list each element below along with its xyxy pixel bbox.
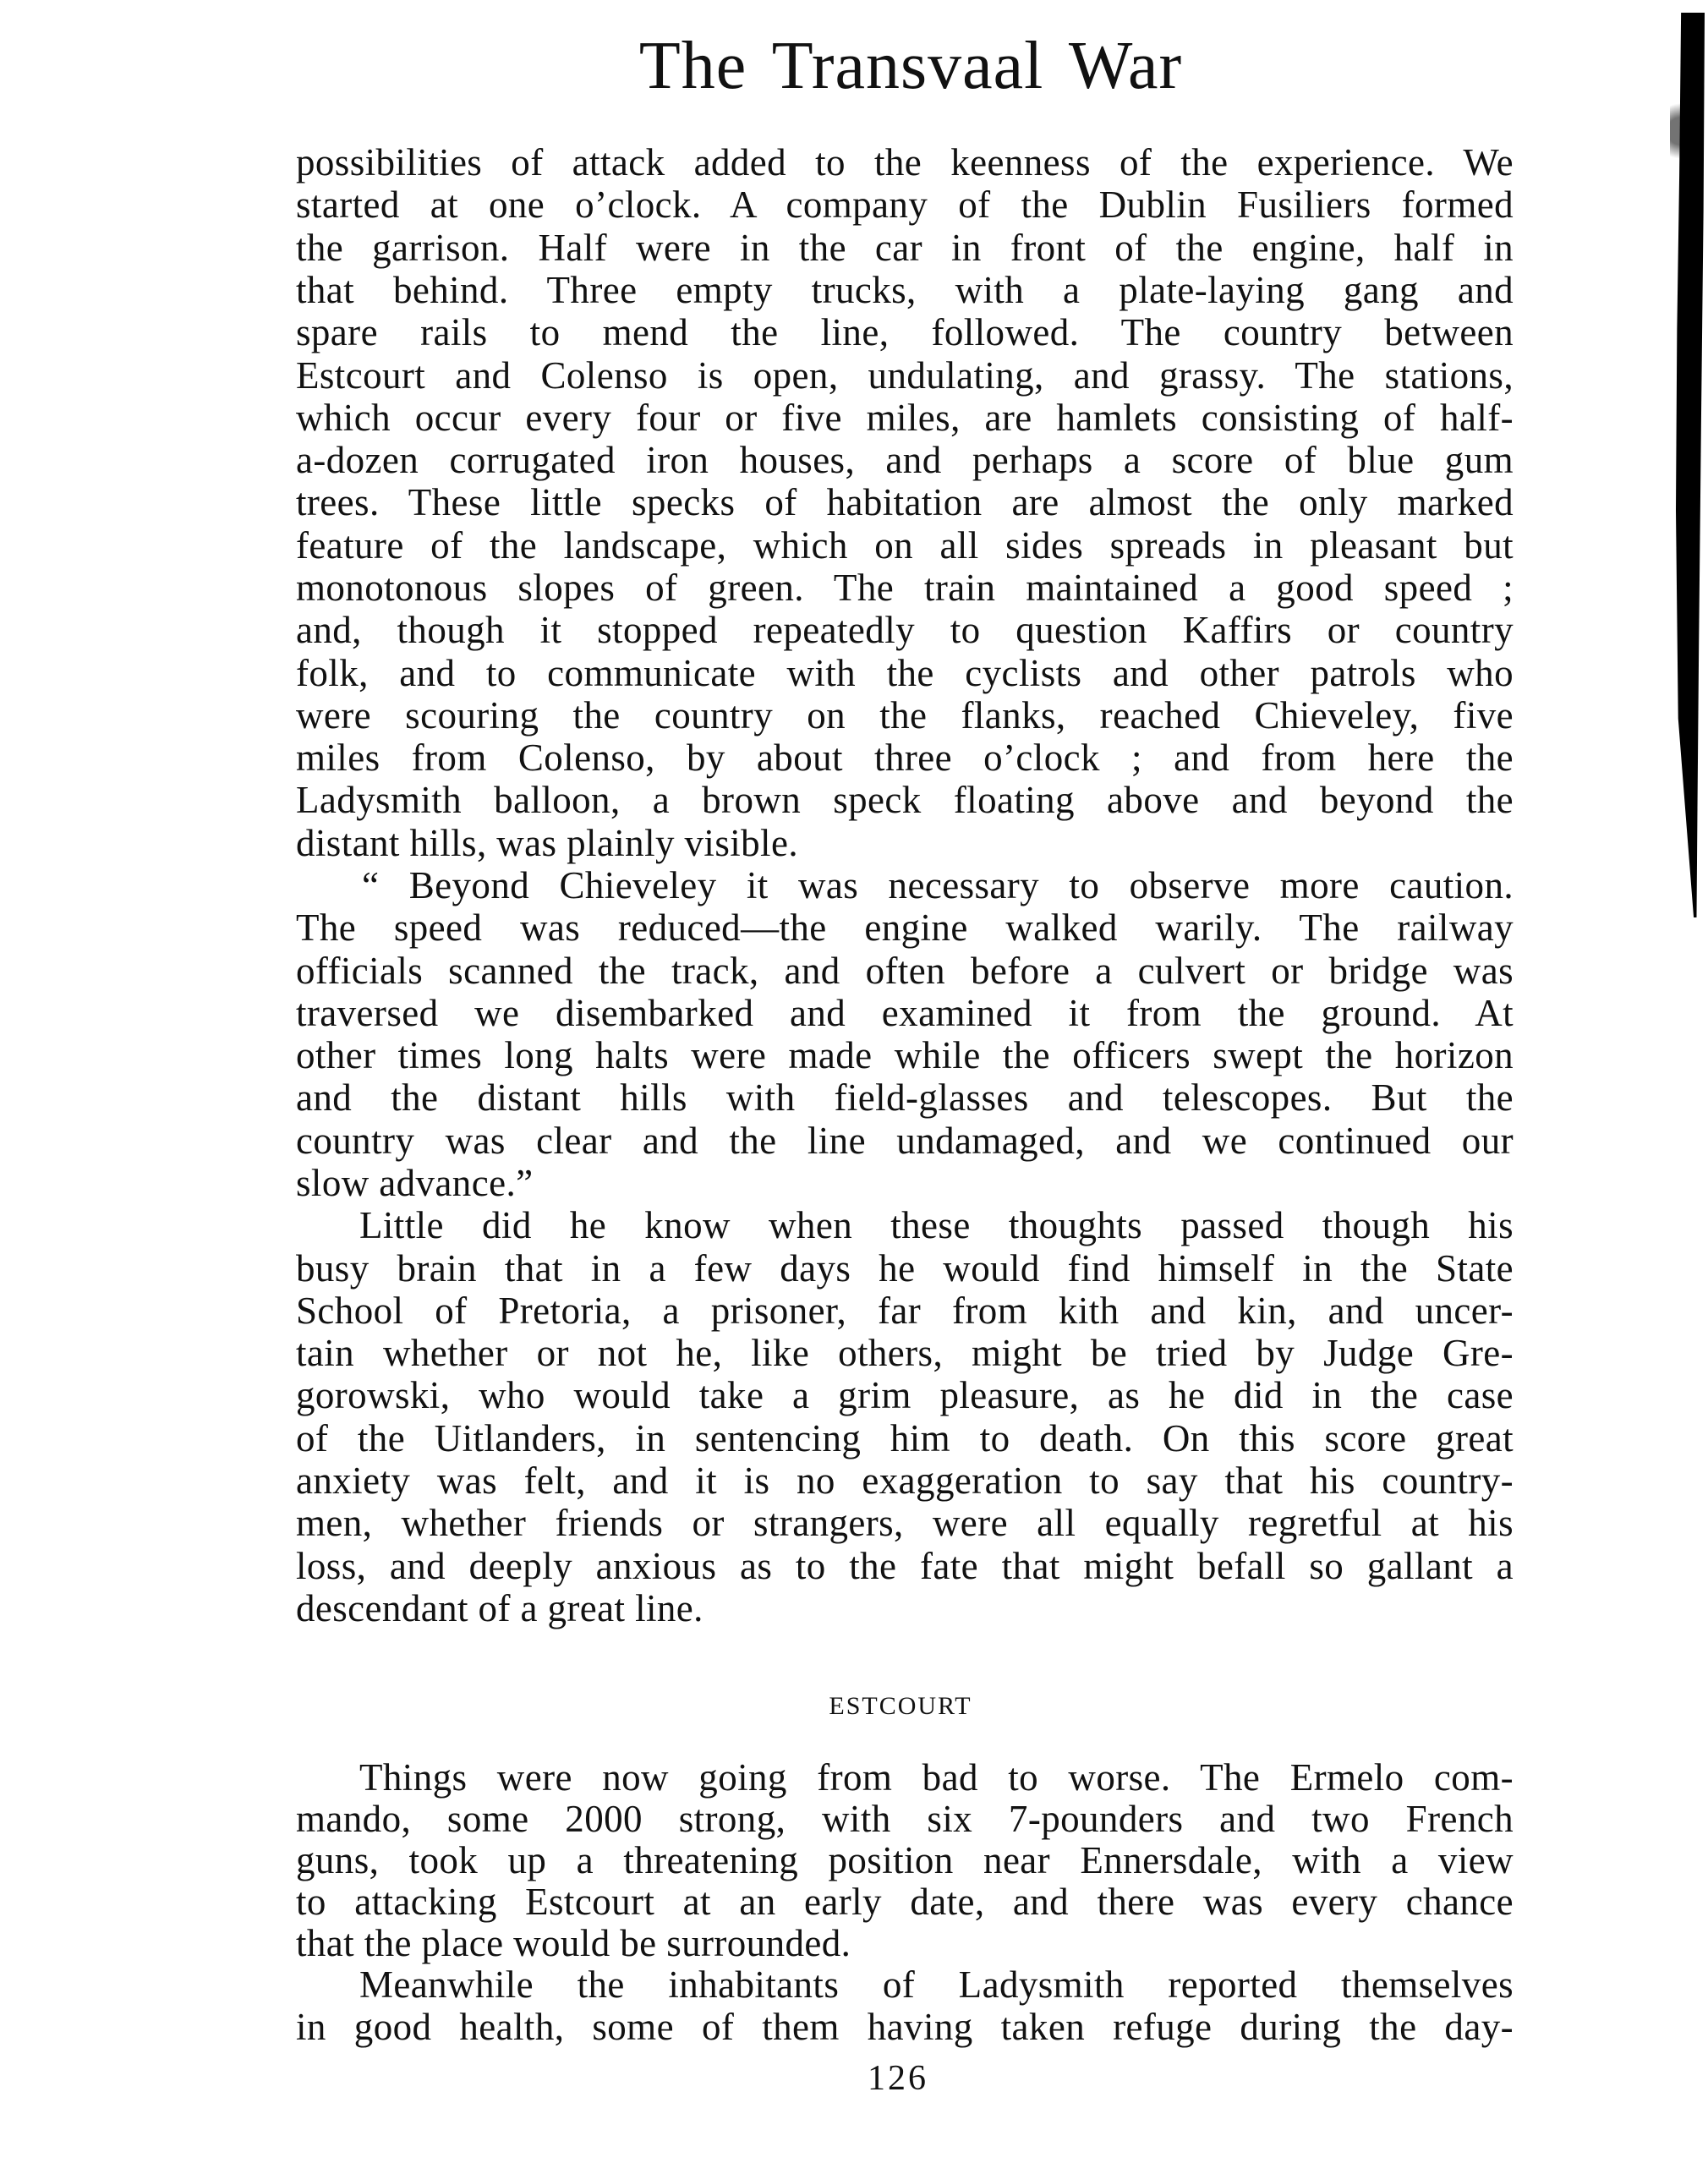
text-line: traversed we disembarked and examined it from the ground. At	[296, 992, 1514, 1034]
text-line: started at one o’clock. A company of the Dublin Fusiliers formed	[296, 183, 1514, 226]
text-line: monotonous slopes of green. The train maintained a good speed ;	[296, 567, 1514, 609]
text-line: other times long halts were made while the officers swept the horizon	[296, 1034, 1514, 1076]
text-line: slow advance.”	[296, 1162, 534, 1204]
text-line: busy brain that in a few days he would find himself in the State	[296, 1247, 1514, 1290]
text-line: that the place would be surrounded.	[296, 1922, 851, 1964]
text-line: Meanwhile the inhabitants of Ladysmith reported themselves	[359, 1963, 1514, 2006]
text-line: Ladysmith balloon, a brown speck floating above and beyond the	[296, 779, 1514, 821]
text-line: that behind. Three empty trucks, with a plate-laying gang and	[296, 269, 1514, 311]
text-line: The speed was reduced—the engine walked warily. The railway	[296, 906, 1514, 949]
text-line: “ Beyond Chieveley it was necessary to observe more caution.	[362, 864, 1514, 906]
text-line: guns, took up a threatening position near Ennersdale, with a view	[296, 1839, 1514, 1881]
text-line: descendant of a great line.	[296, 1587, 703, 1629]
text-line: the garrison. Half were in the car in front of the engine, half in	[296, 227, 1514, 269]
text-line: of the Uitlanders, in sentencing him to death. On this score great	[296, 1417, 1514, 1459]
text-line: a-dozen corrugated iron houses, and perhaps a score of blue gum	[296, 439, 1514, 481]
text-line: School of Pretoria, a prisoner, far from kith and kin, and uncer-	[296, 1290, 1514, 1332]
text-line: Little did he know when these thoughts passed though his	[359, 1204, 1514, 1246]
text-line: to attacking Estcourt at an early date, and there was every chance	[296, 1881, 1514, 1923]
text-line: and, though it stopped repeatedly to question Kaffirs or country	[296, 609, 1514, 651]
text-line: distant hills, was plainly visible.	[296, 822, 798, 864]
text-line: men, whether friends or strangers, were all equally regretful at his	[296, 1502, 1514, 1544]
text-line: possibilities of attack added to the keenness of the experience. We	[296, 141, 1514, 183]
section-heading: ESTCOURT	[829, 1692, 972, 1720]
text-line: in good health, some of them having taken refuge during the day-	[296, 2006, 1514, 2048]
text-line: country was clear and the line undamaged, and we continued our	[296, 1120, 1514, 1162]
text-line: miles from Colenso, by about three o’clock ; and from here the	[296, 737, 1514, 779]
scan-speckle	[1670, 93, 1689, 169]
text-line: anxiety was felt, and it is no exaggeration to say that his country-	[296, 1459, 1514, 1502]
text-line: tain whether or not he, like others, might be tried by Judge Gre-	[296, 1332, 1514, 1374]
text-line: officials scanned the track, and often before a culvert or bridge was	[296, 950, 1514, 992]
text-line: gorowski, who would take a grim pleasure, as he did in the case	[296, 1374, 1514, 1416]
text-line: Estcourt and Colenso is open, undulating, and grassy. The stations,	[296, 354, 1514, 397]
text-line: loss, and deeply anxious as to the fate that might befall so gallant a	[296, 1545, 1514, 1587]
running-head-title: The Transvaal War	[638, 29, 1183, 103]
text-line: mando, some 2000 strong, with six 7-pounders and two French	[296, 1798, 1514, 1840]
text-line: and the distant hills with field-glasses and telescopes. But the	[296, 1076, 1514, 1119]
text-line: feature of the landscape, which on all sides spreads in pleasant but	[296, 524, 1514, 567]
text-line: trees. These little specks of habitation are almost the only marked	[296, 481, 1514, 523]
text-line: Things were now going from bad to worse. The Ermelo com-	[359, 1756, 1514, 1799]
text-line: which occur every four or five miles, are hamlets consisting of half-	[296, 397, 1514, 439]
page-number: 126	[868, 2059, 928, 2098]
text-line: folk, and to communicate with the cyclists and other patrols who	[296, 652, 1514, 694]
text-line: were scouring the country on the flanks, reached Chieveley, five	[296, 694, 1514, 737]
text-line: spare rails to mend the line, followed. The country between	[296, 311, 1514, 353]
